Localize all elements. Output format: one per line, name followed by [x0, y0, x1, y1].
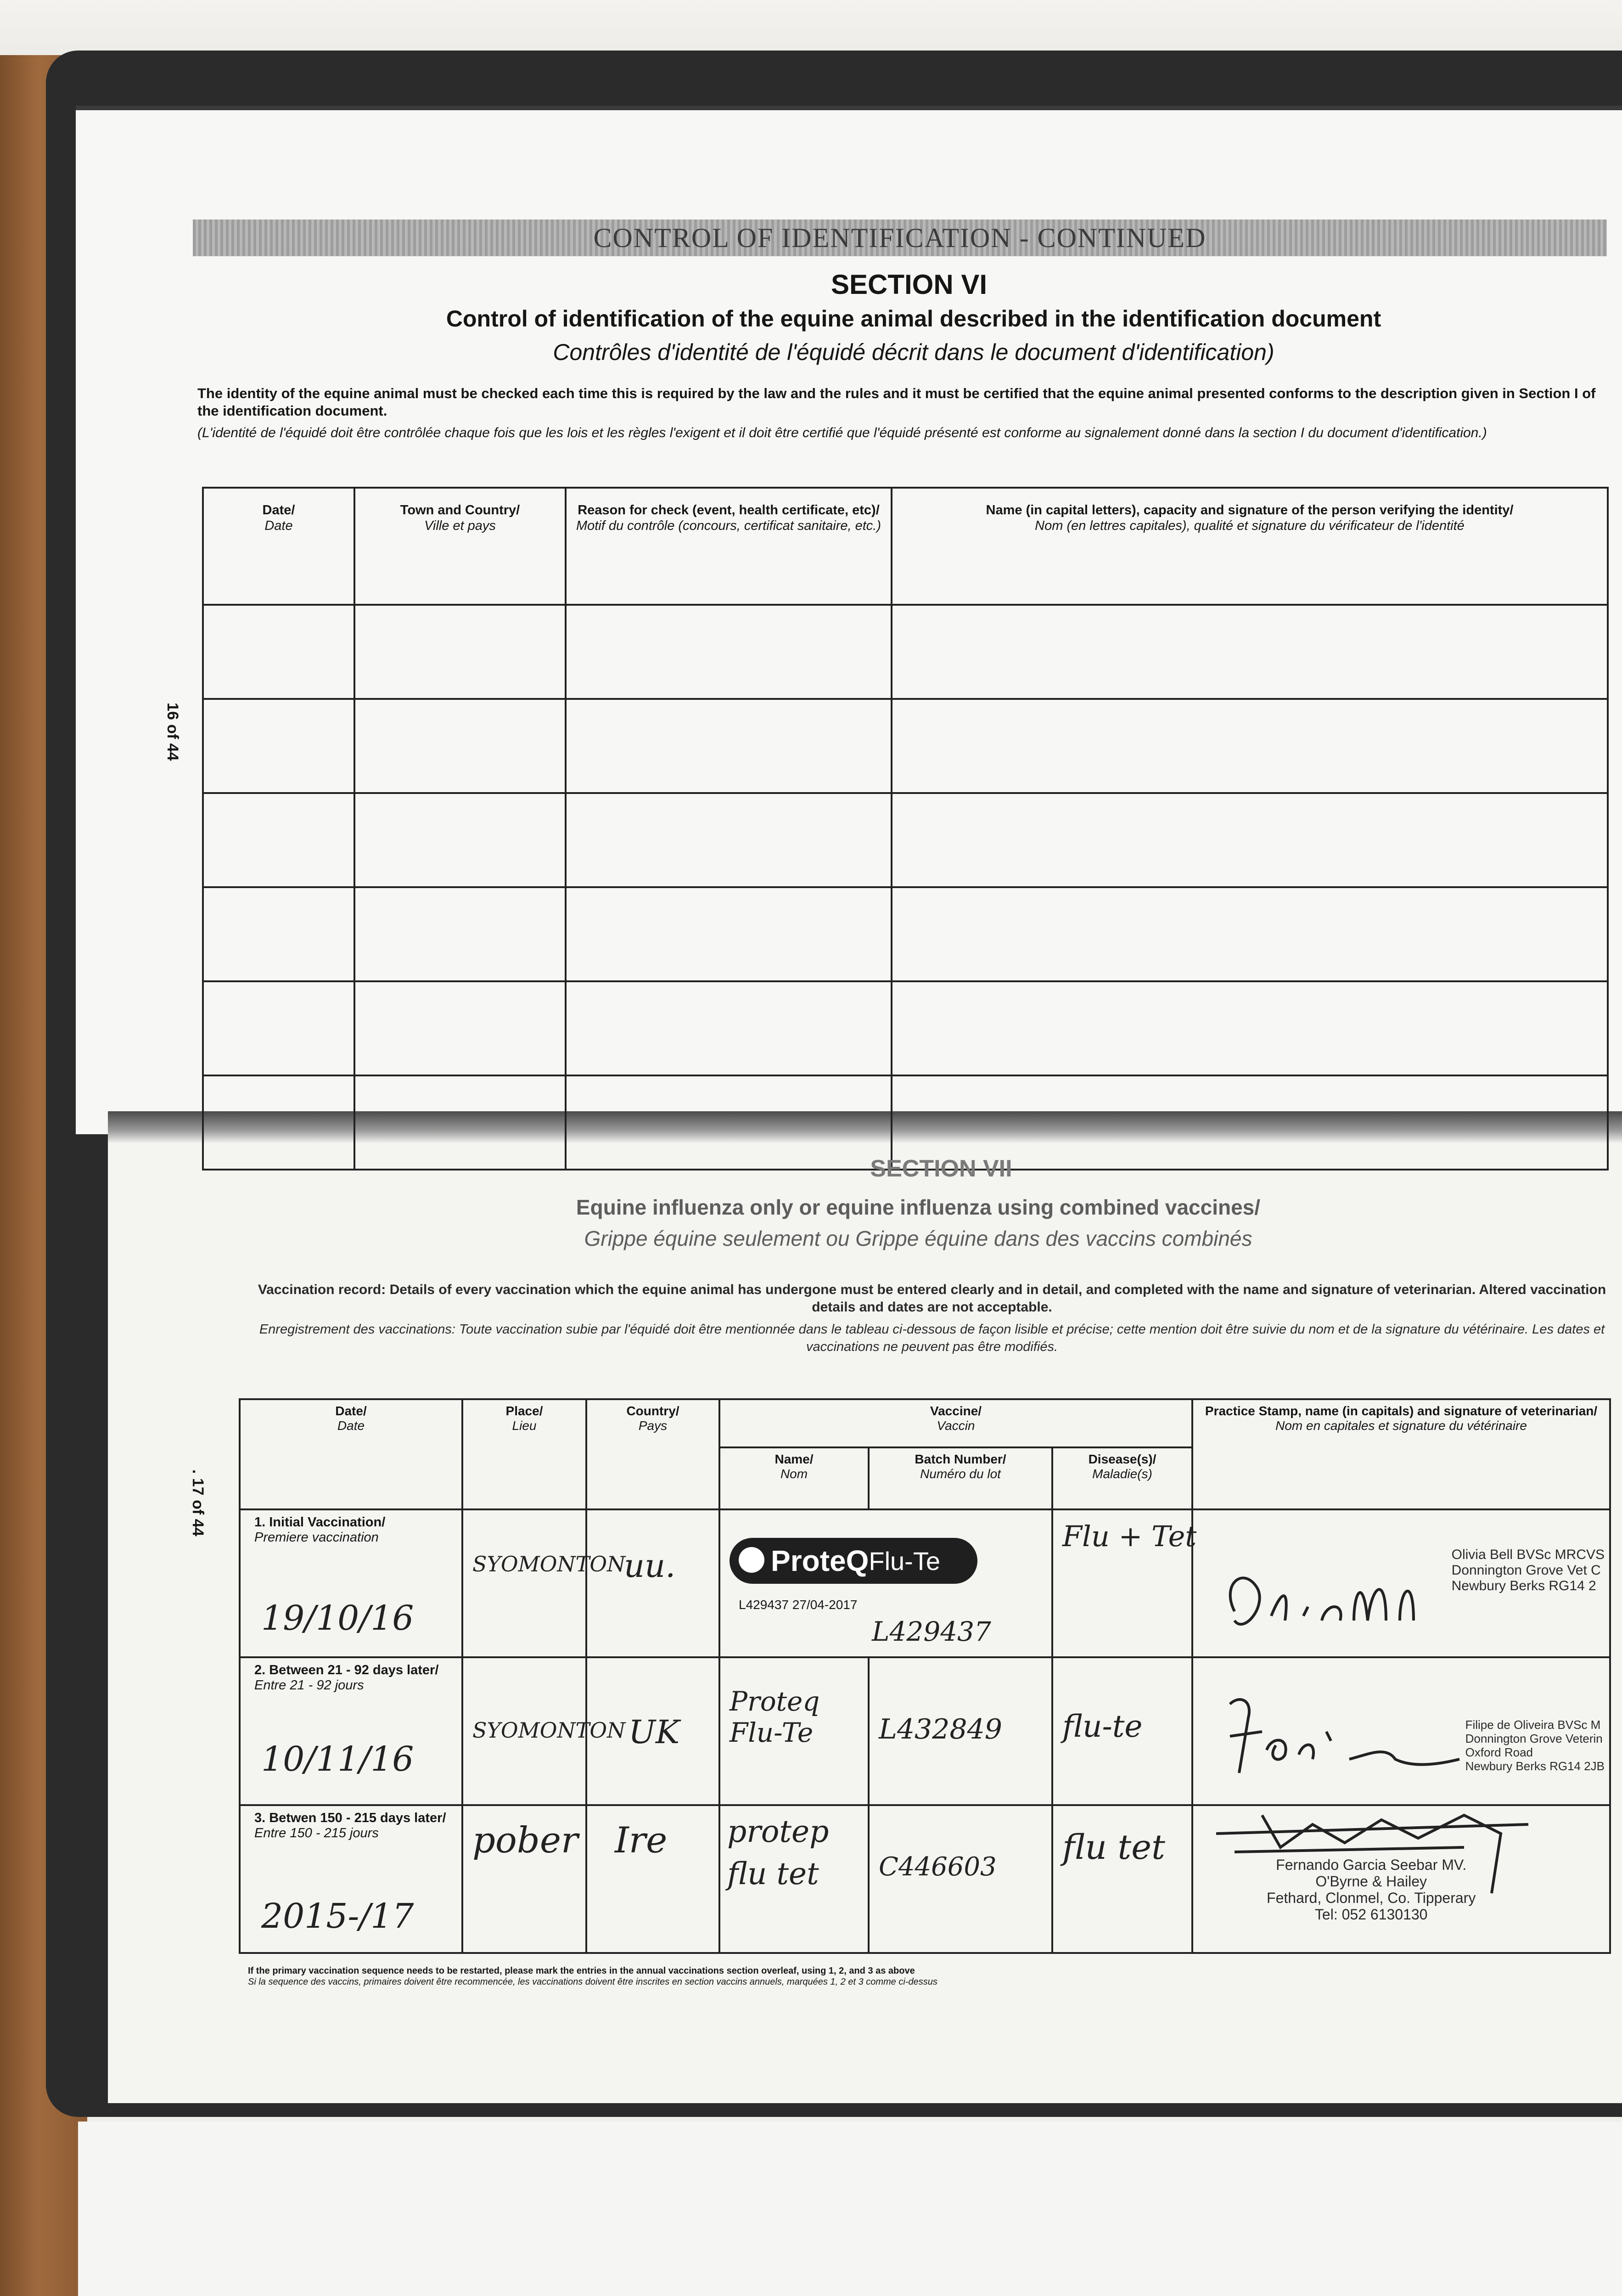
row1-date-cell: 1. Initial Vaccination/ Premiere vaccination 19/10/16 [240, 1509, 462, 1657]
col-date: Date/ Date [240, 1399, 462, 1509]
banner-text: CONTROL OF IDENTIFICATION - CONTINUED [593, 222, 1207, 253]
section-vii-subtitle-fr: Grippe équine seulement ou Grippe équine dans des vaccins combinés [584, 1227, 1252, 1250]
top-paper-edge [0, 0, 1622, 55]
row2-place-cell [462, 1657, 626, 1805]
row3-batch-cell [869, 1805, 1052, 1953]
col-vaccine-name: Name/ Nom [719, 1447, 869, 1509]
col-batch: Batch Number/ Numéro du lot [869, 1447, 1052, 1509]
col-vaccine: Vaccine/ Vaccin [719, 1399, 1192, 1447]
identity-check-header-row [203, 488, 1608, 605]
table-row [203, 793, 1608, 887]
table-row [203, 887, 1608, 981]
identity-check-table [202, 487, 1609, 1171]
row3-vaccine-cell [719, 1805, 869, 1953]
row3-disease: flu tet [1062, 1828, 1165, 1867]
row3-batch: C446603 [879, 1852, 997, 1882]
row2-disease-cell [1052, 1657, 1192, 1805]
table-row [240, 1509, 1610, 1657]
row3-vaccine: protep flu tet [727, 1814, 829, 1891]
page-number-16: 16 of 44 [164, 703, 181, 761]
vaccine-sticker-batch: L429437 27/04-2017 [739, 1598, 858, 1612]
row3-vet-cell [1192, 1805, 1610, 1953]
table-row [203, 605, 1608, 699]
row3-place-cell [462, 1805, 586, 1953]
col-town-country: Town and Country/ Ville et pays [354, 488, 566, 605]
row1-disease: Flu + Tet [1062, 1519, 1197, 1553]
section-vi-instructions-en: The identity of the equine animal must be checked each time this is required by the law and the rules and it must be certified that the equine animal presented conforms to the description given in Section I of the identification document. [197, 385, 1596, 419]
row2-date-cell: 2. Between 21 - 92 days later/ Entre 21 - 92 jours 10/11/16 [240, 1657, 462, 1805]
row3-date: 2015-/17 [261, 1896, 414, 1936]
col-disease: Disease(s)/ Maladie(s) [1052, 1447, 1192, 1509]
logo-dot-icon [739, 1547, 764, 1573]
section-vi-instructions-fr: (L'identité de l'équidé doit être contrôlée chaque fois que les lois et les règles l'exigent et il doit être certifié que l'équidé présenté est conforme au signalement donné dans la section I du document d'identification.) [197, 425, 1487, 440]
row3-place: pober [472, 1820, 578, 1861]
section-vii-instructions-fr: Enregistrement des vaccinations: Toute vaccination subie par l'équidé doit être mentionnée dans le tableau ci-dessous de façon lisible et précise; cette mention doit être suivie du nom et de la signature du vétérinaire. Les dates et vaccinations ne peuvent pas être modifiés. [259, 1322, 1605, 1354]
page-number-17: . 17 of 44 [189, 1469, 207, 1536]
col-verifier: Name (in capital letters), capacity and signature of the person verifying the identity/ Nom (en lettres capitales), qualité et signature du vérificateur de l'identité [892, 488, 1608, 605]
vet-stamp-1: Olivia Bell BVSc MRCVS Donnington Grove Vet C Newbury Berks RG14 2 [1451, 1547, 1605, 1593]
row1-place: SYOMONTON [472, 1552, 626, 1576]
col-reason: Reason for check (event, health certificate, etc)/ Motif du contrôle (concours, certificat sanitaire, etc.) [566, 488, 892, 605]
bottom-paper-sheet [78, 2122, 1622, 2296]
row3-date-cell: 3. Betwen 150 - 215 days later/ Entre 150 - 215 jours 2015-/17 [240, 1805, 462, 1953]
section-vi-subtitle-fr: Contrôles d'identité de l'équidé décrit dans le document d'identification) [553, 339, 1274, 365]
section-vii-title: SECTION VII [870, 1155, 1012, 1182]
row1-place-cell [462, 1509, 626, 1657]
section-vii-subtitle-en: Equine influenza only or equine influenza using combined vaccines/ [576, 1195, 1261, 1219]
vet-stamp-3: Fernando Garcia Seebar MV. O'Byrne & Hailey Fethard, Clonmel, Co. Tipperary Tel: 052 6130130 [1267, 1857, 1476, 1923]
row2-vaccine: Proteq Flu-Te [730, 1686, 820, 1748]
row1-date: 19/10/16 [261, 1598, 414, 1638]
col-place: Place/ Lieu [462, 1399, 586, 1509]
row2-vet-cell [1192, 1657, 1610, 1805]
row2-country-cell [586, 1657, 719, 1805]
col-vet: Practice Stamp, name (in capitals) and signature of veterinarian/ Nom en capitales et signature du vétérinaire [1192, 1399, 1610, 1509]
vet-stamp-2: Filipe de Oliveira BVSc M Donnington Grove Veterin Oxford Road Newbury Berks RG14 2JB [1465, 1718, 1605, 1773]
row1-batch: L429437 [872, 1616, 991, 1647]
row3-country: Ire [615, 1820, 668, 1861]
row2-batch: L432849 [879, 1713, 1002, 1745]
vaccination-header-row [240, 1399, 1610, 1447]
row1-country-cell [586, 1509, 719, 1657]
col-date: Date/ Date [203, 488, 354, 605]
section-vi-subtitle-en: Control of identification of the equine animal described in the identification document [446, 306, 1381, 332]
table-row [203, 699, 1608, 793]
table-row [240, 1805, 1610, 1953]
col-country: Country/ Pays [586, 1399, 719, 1509]
row1-disease-cell [1052, 1509, 1197, 1657]
table-row [203, 981, 1608, 1075]
section-vi-title: SECTION VI [831, 269, 988, 300]
row2-batch-cell [869, 1657, 1052, 1805]
section-banner [193, 219, 1607, 256]
signature-olivia-bell [1216, 1556, 1446, 1648]
restart-footnote: If the primary vaccination sequence needs to be restarted, please mark the entries in the annual vaccinations section overleaf, using 1, 2, and 3 as above Si la sequence des vaccins, primaires doivent être recommencée, les vaccinations doivent être inscrites en section vaccins annuels, marquées 1, 2 et 3 comme ci-dessus [248, 1966, 937, 1987]
row1-vaccine-cell [719, 1509, 1052, 1657]
row2-country: UK [629, 1713, 680, 1751]
row2-disease: flu-te [1062, 1709, 1143, 1744]
signature-filipe-de-oliveira [1212, 1686, 1469, 1787]
row2-date: 10/11/16 [261, 1739, 414, 1779]
section-vii-instructions-en: Vaccination record: Details of every vaccination which the equine animal has undergone must be entered clearly and in detail, and completed with the name and signature of veterinarian. Altered vaccination details and dates are not acceptable. [258, 1282, 1606, 1315]
row1-country: uu. [624, 1547, 676, 1585]
table-row [240, 1657, 1610, 1805]
row2-vaccine-cell [719, 1657, 869, 1805]
vaccination-table [239, 1398, 1611, 1954]
proteq-logo: ProteQ Flu-Te [730, 1538, 977, 1584]
row2-place: SYOMONTON [472, 1718, 626, 1743]
row1-vet-cell [1192, 1509, 1610, 1657]
row3-country-cell [586, 1805, 719, 1953]
row3-disease-cell [1052, 1805, 1192, 1953]
